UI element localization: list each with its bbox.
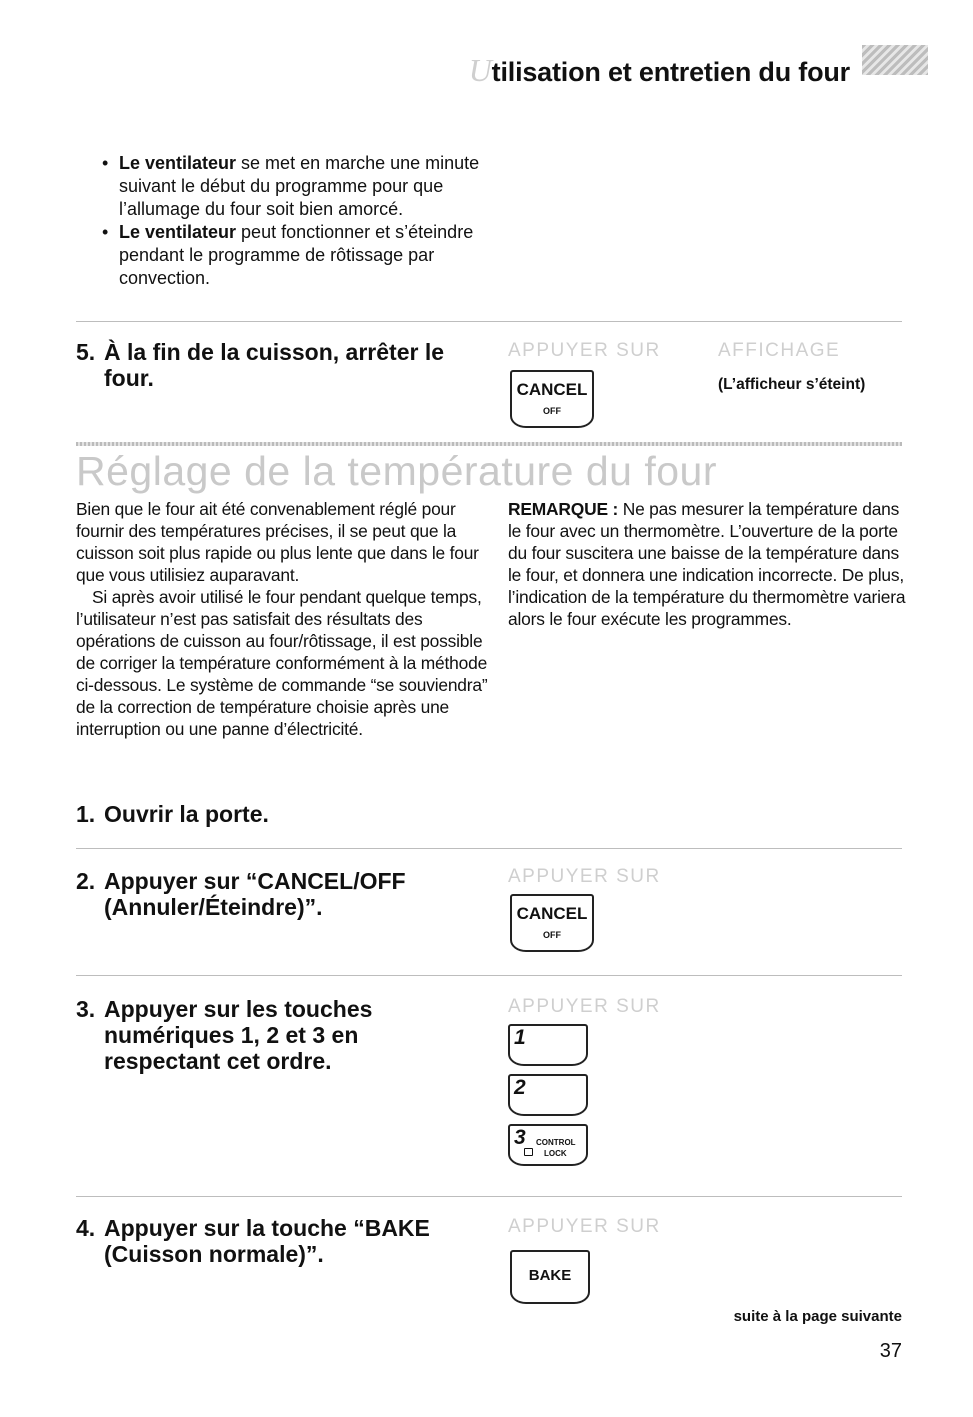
intro-paragraph: Bien que le four ait été convenablement réglé pour fournir des températures précises, il se peut que la cuisson soit plus rapide ou plus lente que dans le four que vous utilisiez auparavant. — [76, 499, 479, 585]
divider — [76, 1196, 902, 1197]
step-line: (Cuisson normale)”. — [104, 1241, 324, 1267]
fan-bullet-list — [100, 152, 500, 290]
step-2-heading — [76, 868, 496, 928]
cancel-off-key[interactable] — [510, 894, 594, 952]
bullet-text: peut fonctionner et s’éteindre pendant le programme de rôtissage par convection. — [119, 222, 474, 288]
step-4-heading — [76, 1215, 496, 1275]
number-3-control-lock-key[interactable] — [508, 1124, 588, 1166]
key-digit: 3 — [514, 1126, 526, 1149]
key-label: CANCEL — [516, 380, 588, 399]
step-line: Ouvrir la porte. — [104, 801, 269, 827]
cancel-off-key[interactable] — [510, 370, 594, 428]
press-column-label: APPUYER SUR — [508, 340, 661, 361]
section-divider — [76, 442, 902, 446]
step-number: 2. — [76, 868, 96, 894]
step-1-heading — [76, 801, 496, 829]
bullet-text: se met en marche une minute suivant le début du programme pour que l’allumage du four soit bien amorcé. — [119, 153, 480, 219]
remarque-text: Ne pas mesurer la température dans le four avec un thermomètre. L’ouverture de la porte du four suscitera une baisse de la température dans le four, et donnera une indication incorrecte. De plus, l’indication de la température du thermomètre variera alors le four exécute les programmes. — [508, 499, 906, 629]
key-label: BAKE — [528, 1267, 572, 1284]
remarque-label: REMARQUE : — [508, 499, 619, 519]
step-5-heading — [76, 339, 496, 399]
step-line: Appuyer sur les touches — [104, 996, 373, 1022]
page-header-title — [0, 52, 850, 89]
divider — [76, 321, 902, 322]
key-sublabel: OFF — [543, 406, 561, 416]
key-label: CANCEL — [516, 904, 588, 923]
bullet-item — [100, 221, 500, 290]
bullet-bold: Le ventilateur — [119, 153, 237, 173]
step-line: Appuyer sur “CANCEL/OFF — [104, 868, 406, 894]
key-digit: 2 — [514, 1076, 526, 1099]
header-initial: U — [468, 52, 492, 88]
key-sublabel: LOCK — [544, 1149, 567, 1158]
step-line: four. — [104, 365, 154, 391]
header-title-text: tilisation et entretien du four — [491, 57, 850, 87]
step-line: (Annuler/Éteindre)”. — [104, 894, 323, 920]
section-title: Réglage de la température du four — [76, 448, 718, 494]
display-result-text: (L’afficheur s’éteint) — [718, 376, 866, 393]
step-3-heading — [76, 996, 496, 1076]
bake-key[interactable] — [510, 1250, 590, 1304]
lock-icon — [524, 1148, 533, 1156]
divider — [76, 975, 902, 976]
step-number: 4. — [76, 1215, 96, 1241]
number-1-key[interactable] — [508, 1024, 588, 1066]
step-line: Appuyer sur la touche “BAKE — [104, 1215, 430, 1241]
step-number: 5. — [76, 339, 96, 365]
intro-paragraph-2: Si après avoir utilisé le four pendant quelque temps, l’utilisateur n’est pas satisfait des résultats des opérations de cuisson au four/rôtissage, il est possible de corriger la température conformément à la méthode ci-dessous. Le système de commande “se souviendra” de la correction de température choisie après une interruption ou une panne d’électricité. — [76, 587, 488, 739]
continued-note: suite à la page suivante — [733, 1308, 902, 1325]
key-sublabel: CONTROL — [536, 1138, 576, 1147]
remarque-note — [508, 498, 908, 630]
step-number: 1. — [76, 801, 96, 827]
step-line: À la fin de la cuisson, arrêter le — [104, 339, 445, 365]
key-digit: 1 — [514, 1026, 526, 1049]
divider — [76, 848, 902, 849]
step-line: numériques 1, 2 et 3 en — [104, 1022, 359, 1048]
header-decoration — [862, 45, 928, 75]
bullet-item — [100, 152, 500, 221]
number-2-key[interactable] — [508, 1074, 588, 1116]
press-column-label: APPUYER SUR — [508, 866, 661, 887]
bullet-bold: Le ventilateur — [119, 222, 237, 242]
display-column-label: AFFICHAGE — [718, 340, 841, 361]
page-number: 37 — [879, 1340, 902, 1362]
press-column-label: APPUYER SUR — [508, 996, 661, 1017]
press-column-label: APPUYER SUR — [508, 1216, 661, 1237]
left-column — [76, 498, 496, 740]
step-line: respectant cet ordre. — [104, 1048, 332, 1074]
step-number: 3. — [76, 996, 96, 1022]
key-sublabel: OFF — [543, 930, 561, 940]
